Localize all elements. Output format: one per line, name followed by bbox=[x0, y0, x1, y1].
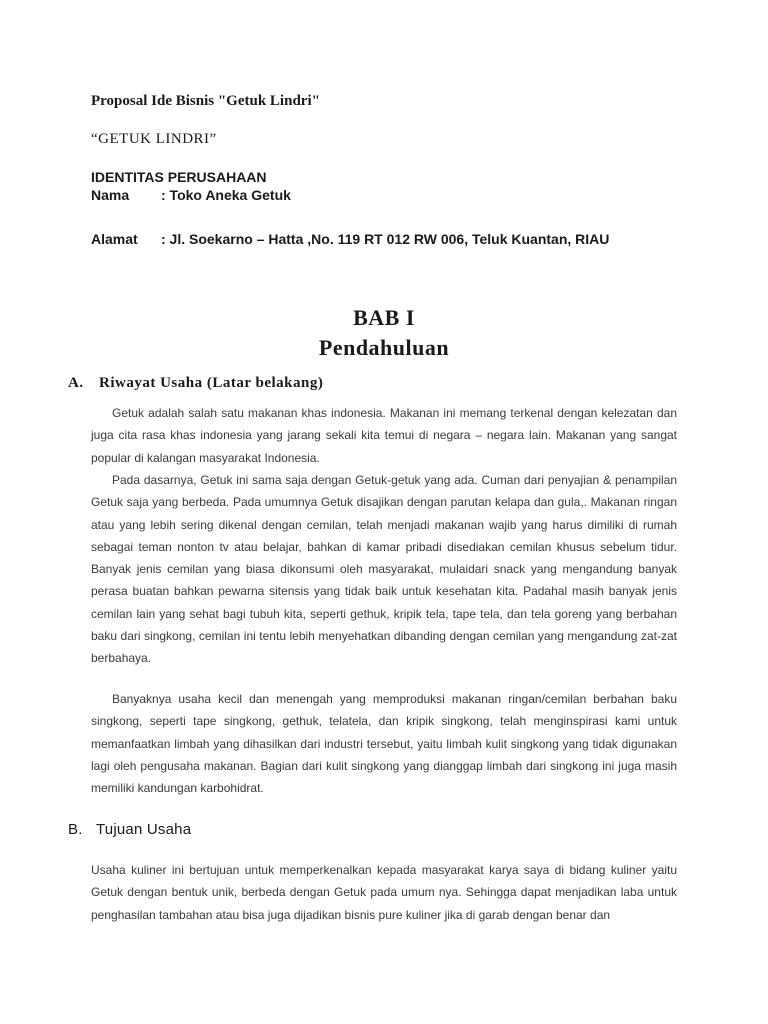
name-value: : Toko Aneka Getuk bbox=[161, 187, 291, 203]
chapter-heading bbox=[0, 303, 768, 363]
chapter-title: Pendahuluan bbox=[318, 335, 450, 360]
name-label: Nama bbox=[91, 187, 130, 203]
section-a-paragraph-2: Pada dasarnya, Getuk ini sama saja dengan Getuk-getuk yang ada. Cuman dari penyajian & penampilan Getuk saja yang berbeda. Pada umumnya Getuk disajikan dengan parutan kelapa dan gula,. Makanan ringan atau yang lebih sering dikenal dengan cemilan, telah menjadi makanan wajib yang harus dimiliki di rumah sebagai teman nonton tv atau belajar, bahkan di kamar pribadi disediakan cemilan khusus sebelum tidur. Banyak jenis cemilan yang biasa dikonsumi oleh masyarakat, mulaidari snack yang mengandung banyak perasa buatan bahkan pewarna sitensis yang tidak baik untuk kesehatan kita. Padahal masih banyak jenis cemilan lain yang sehat bagi tubuh kita, seperti gethuk, kripik tela, tape tela, dan tela goreng yang berbahan baku dari singkong, cemilan ini tentu lebih menyehatkan dibanding dengan cemilan yang mengandung zat-zat berbahaya. bbox=[91, 473, 677, 666]
identity-heading: IDENTITAS PERUSAHAAN bbox=[91, 169, 267, 185]
company-identity bbox=[91, 168, 609, 248]
section-a-title: Riwayat Usaha (Latar belakang) bbox=[99, 375, 324, 391]
address-value: : Jl. Soekarno – Hatta ,No. 119 RT 012 RW 006, Teluk Kuantan, RIAU bbox=[161, 231, 610, 247]
section-a-paragraph-1: Getuk adalah salah satu makanan khas indonesia. Makanan ini memang terkenal dengan kelezatan dan juga cita rasa khas indonesia yang jarang sekali kita temui di negara – negara lain. Makanan yang sangat popular di kalangan masyarakat Indonesia. bbox=[91, 406, 677, 465]
identity-name-row bbox=[91, 186, 609, 204]
section-a-paragraph-3: Banyaknya usaha kecil dan menengah yang memproduksi makanan ringan/cemilan berbahan baku singkong, seperti tape singkong, gethuk, telatela, dan kripik singkong, telah menginspirasi kami untuk memanfaatkan limbah yang dihasilkan dari industri tersebut, yaitu limbah kulit singkong yang tidak digunakan lagi oleh pengusaha makanan. Bagian dari kulit singkong yang dianggap limbah dari singkong ini juga masih memiliki kandungan karbohidrat. bbox=[91, 692, 677, 796]
document-title: Proposal Ide Bisnis "Getuk Lindri" bbox=[91, 93, 320, 109]
chapter-number: BAB I bbox=[353, 305, 415, 330]
section-a-heading bbox=[68, 375, 323, 392]
identity-address-row bbox=[91, 230, 609, 248]
product-title: “GETUK LINDRI” bbox=[91, 131, 217, 147]
address-label: Alamat bbox=[91, 231, 138, 247]
section-a-number: A. bbox=[68, 375, 84, 391]
section-b-heading bbox=[68, 821, 191, 838]
section-b-title: Tujuan Usaha bbox=[96, 821, 192, 838]
section-b-number: B. bbox=[68, 821, 83, 838]
section-b-paragraph-1: Usaha kuliner ini bertujuan untuk memperkenalkan kepada masyarakat karya saya di bidang kuliner yaitu Getuk dengan bentuk unik, berbeda dengan Getuk pada umum nya. Sehingga dapat menjadikan laba untuk penghasilan tambahan atau bisa juga dijadikan bisnis pure kuliner jika di garab dengan benar dan bbox=[91, 863, 677, 922]
